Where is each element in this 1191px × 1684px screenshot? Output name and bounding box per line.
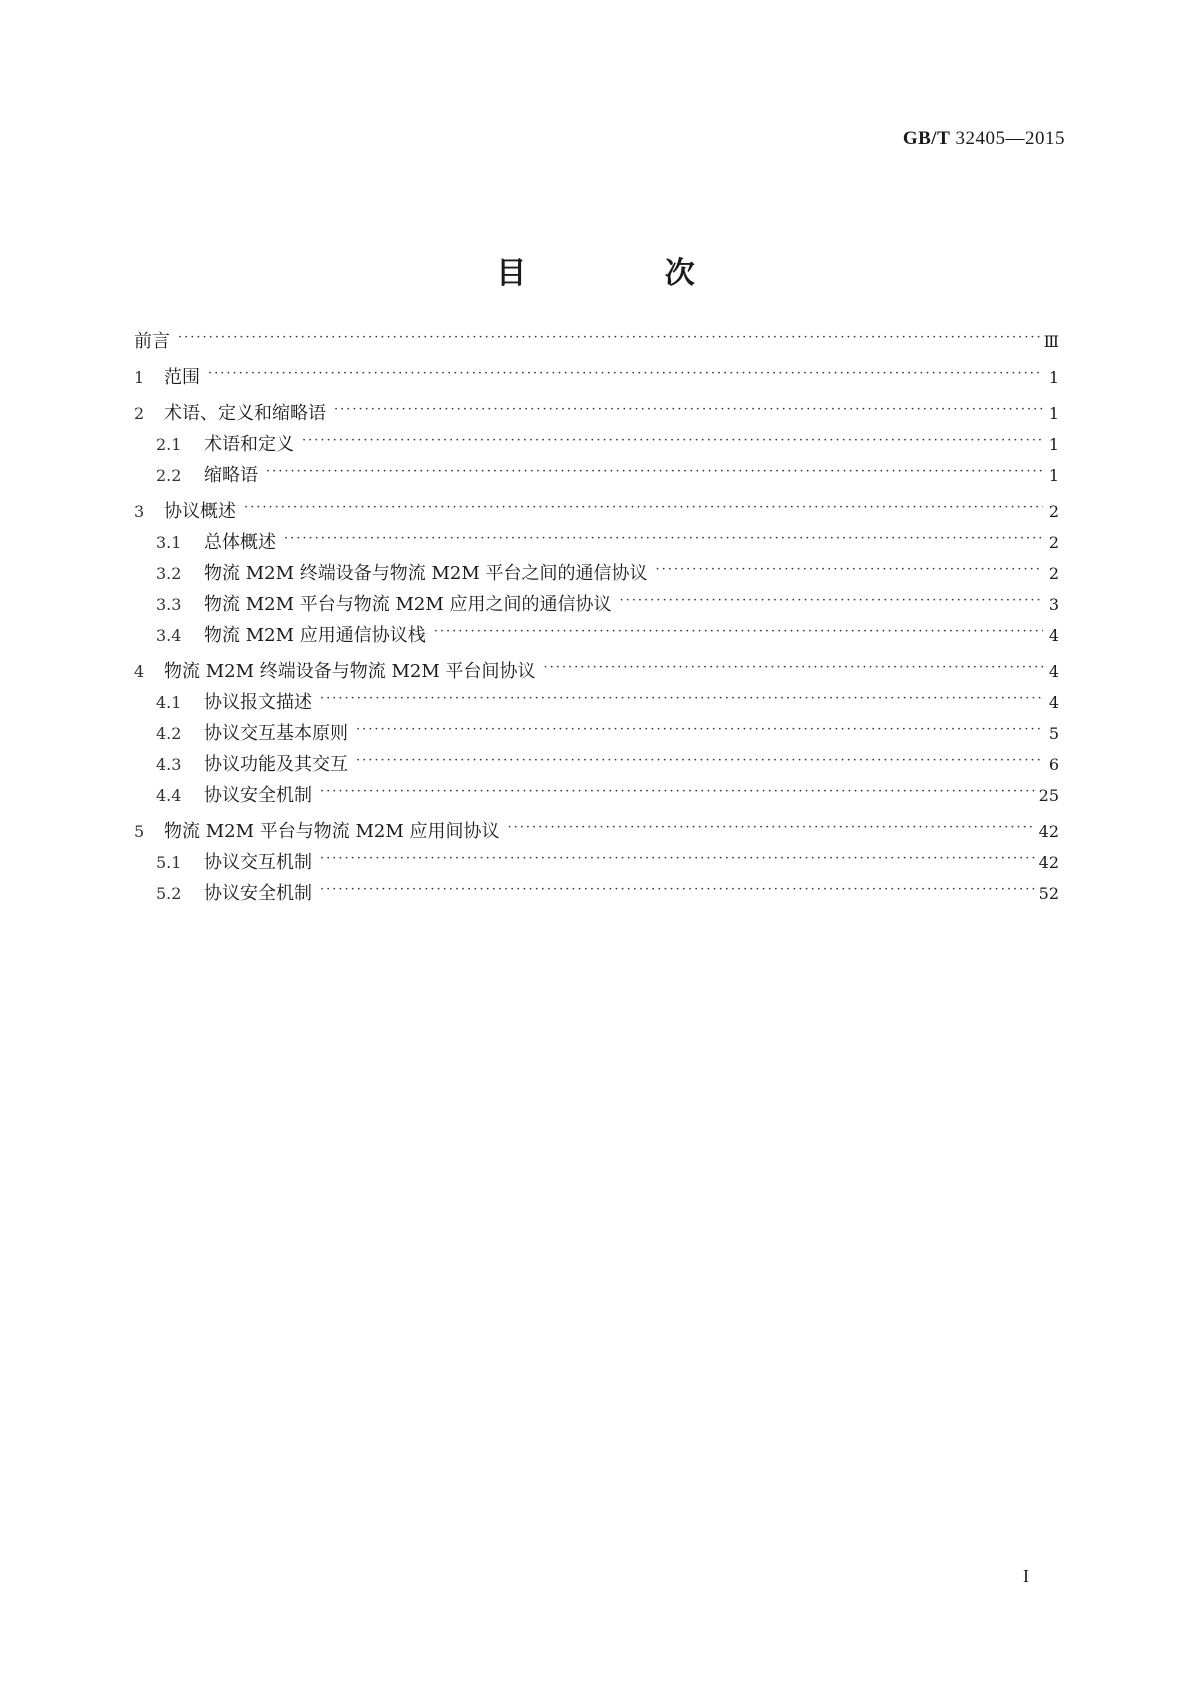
toc-entry-number: 4.1 (156, 693, 182, 712)
toc-entry-page: 25 (1038, 786, 1059, 805)
toc-dot-leader (302, 430, 1043, 452)
toc-entry-page: 1 (1048, 404, 1059, 423)
toc-entry-number: 4.2 (156, 724, 182, 743)
toc-entry[interactable] (134, 394, 1059, 425)
toc-entry-page: 42 (1038, 853, 1059, 872)
toc-entry-page: 1 (1048, 466, 1059, 485)
toc-entry-title: 协议安全机制 (204, 785, 312, 806)
toc-entry[interactable] (134, 456, 1059, 487)
toc-entry[interactable] (134, 745, 1059, 776)
toc-entry[interactable] (134, 322, 1059, 353)
toc-entry-page: 2 (1048, 533, 1059, 552)
toc-entry-number: 5.1 (156, 853, 182, 872)
toc-dot-leader (208, 363, 1043, 385)
toc-entry-number: 4.4 (156, 786, 182, 805)
toc-dot-leader (620, 590, 1043, 612)
toc-entry-number: 5 (134, 822, 145, 841)
toc-entry-title: 协议交互机制 (204, 852, 312, 873)
toc-entry-title: 协议安全机制 (204, 883, 312, 904)
toc-entry-page: 3 (1048, 595, 1059, 614)
toc-entry-number: 4 (134, 662, 145, 681)
toc-entry-title: 物流 M2M 终端设备与物流 M2M 平台之间的通信协议 (204, 563, 648, 584)
toc-entry-title: 物流 M2M 终端设备与物流 M2M 平台间协议 (164, 661, 536, 682)
toc-entry[interactable] (134, 585, 1059, 616)
toc-entry[interactable] (134, 843, 1059, 874)
toc-dot-leader (320, 781, 1035, 803)
toc-entry[interactable] (134, 874, 1059, 905)
toc-entry-title: 范围 (164, 367, 200, 388)
toc-entry[interactable] (134, 812, 1059, 843)
toc-entry-title: 协议功能及其交互 (204, 754, 348, 775)
toc-entry-page: 4 (1048, 693, 1059, 712)
toc-dot-leader (178, 327, 1040, 349)
toc-dot-leader (244, 497, 1043, 519)
toc-entry-number: 3.4 (156, 626, 182, 645)
toc-entry-number: 3.1 (156, 533, 182, 552)
toc-entry-page: 5 (1048, 724, 1059, 743)
toc-entry-title: 前言 (134, 331, 170, 352)
toc-entry[interactable] (134, 616, 1059, 647)
toc-dot-leader (356, 719, 1043, 741)
toc-entry-number: 3.2 (156, 564, 182, 583)
toc-entry-title: 术语、定义和缩略语 (164, 403, 326, 424)
toc-entry-number: 5.2 (156, 884, 182, 903)
toc-entry[interactable] (134, 554, 1059, 585)
toc-entry-title: 术语和定义 (204, 434, 294, 455)
toc-entry-title: 协议交互基本原则 (204, 723, 348, 744)
toc-dot-leader (544, 657, 1043, 679)
toc-entry[interactable] (134, 358, 1059, 389)
toc-dot-leader (356, 750, 1043, 772)
toc-entry-page: 2 (1048, 502, 1059, 521)
toc-entry-title: 物流 M2M 平台与物流 M2M 应用之间的通信协议 (204, 594, 612, 615)
toc-entry-number: 4.3 (156, 755, 182, 774)
toc-entry-number: 1 (134, 368, 145, 387)
toc-entry-title: 协议报文描述 (204, 692, 312, 713)
toc-dot-leader (320, 688, 1043, 710)
toc-dot-leader (508, 817, 1035, 839)
toc-dot-leader (320, 879, 1035, 901)
standard-number: 32405—2015 (955, 128, 1065, 149)
toc-entry-page: 6 (1048, 755, 1059, 774)
toc-entry[interactable] (134, 425, 1059, 456)
toc-entry-number: 2.1 (156, 435, 182, 454)
standard-prefix: GB/T (902, 128, 951, 149)
toc-dot-leader (284, 528, 1043, 550)
toc-entry[interactable] (134, 776, 1059, 807)
toc-entry-number: 3.3 (156, 595, 182, 614)
toc-dot-leader (334, 399, 1043, 421)
toc-entry-number: 2 (134, 404, 145, 423)
toc-entry-page: Ⅲ (1043, 332, 1059, 351)
toc-entry[interactable] (134, 683, 1059, 714)
toc-entry-number: 2.2 (156, 466, 182, 485)
page-number: I (1023, 1566, 1029, 1586)
toc-entry-page: 4 (1048, 626, 1059, 645)
toc-entry-title: 缩略语 (204, 465, 258, 486)
toc-entry[interactable] (134, 492, 1059, 523)
toc-dot-leader (656, 559, 1043, 581)
toc-entry-title: 总体概述 (204, 532, 276, 553)
page-title: 目 次 (496, 256, 759, 292)
toc-dot-leader (266, 461, 1043, 483)
toc-entry-page: 4 (1048, 662, 1059, 681)
toc-entry-page: 2 (1048, 564, 1059, 583)
toc-entry-number: 3 (134, 502, 145, 521)
toc-dot-leader (320, 848, 1035, 870)
toc-entry-page: 42 (1038, 822, 1059, 841)
standard-code (903, 128, 1065, 150)
toc-entry-page: 52 (1038, 884, 1059, 903)
table-of-contents (134, 322, 1059, 905)
toc-entry-title: 物流 M2M 平台与物流 M2M 应用间协议 (164, 821, 500, 842)
toc-entry[interactable] (134, 652, 1059, 683)
toc-entry[interactable] (134, 523, 1059, 554)
toc-entry-page: 1 (1048, 368, 1059, 387)
toc-entry[interactable] (134, 714, 1059, 745)
toc-entry-page: 1 (1048, 435, 1059, 454)
toc-entry-title: 物流 M2M 应用通信协议栈 (204, 625, 426, 646)
toc-dot-leader (434, 621, 1043, 643)
toc-entry-title: 协议概述 (164, 501, 236, 522)
